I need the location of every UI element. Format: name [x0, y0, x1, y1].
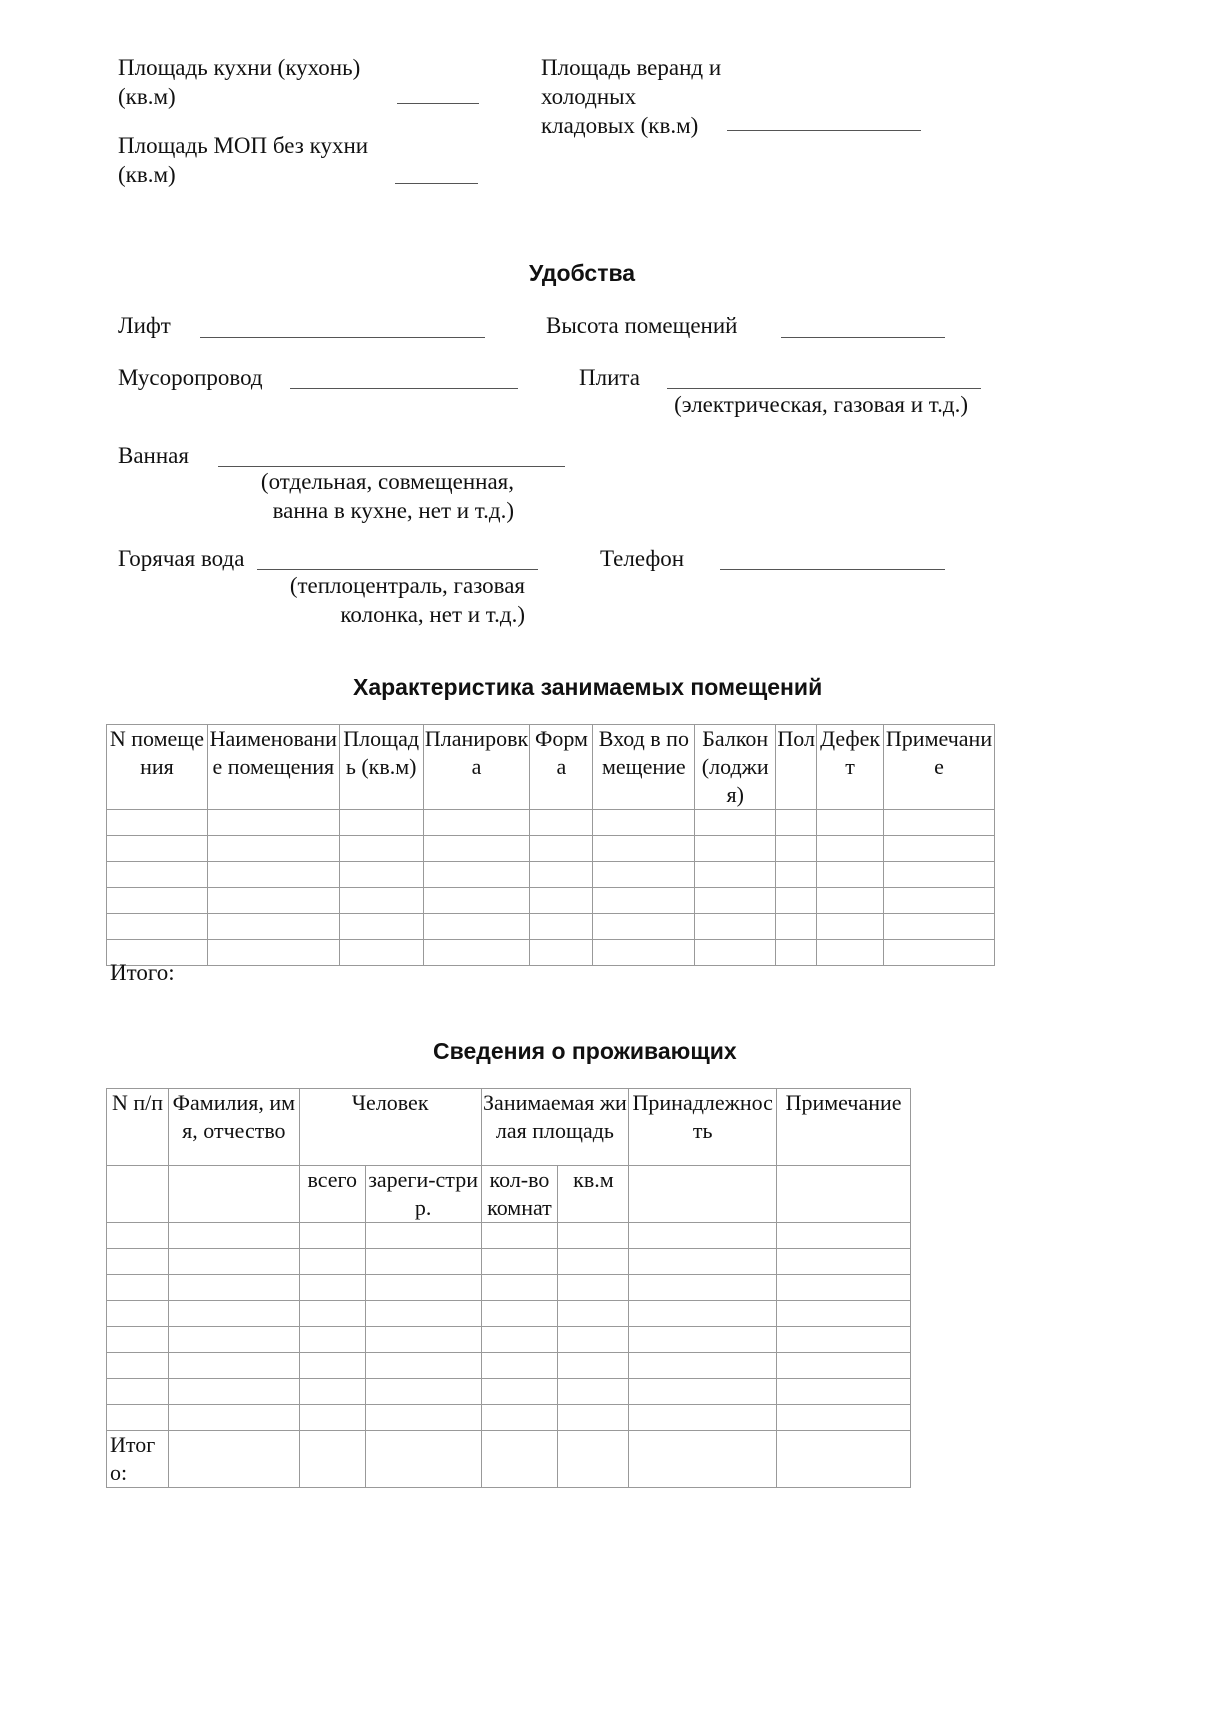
rooms-total-label: Итого:	[110, 960, 175, 985]
table-cell[interactable]	[884, 888, 995, 914]
table-cell[interactable]	[299, 1327, 365, 1353]
residents-header-area: Занимаемая жилая площадь	[481, 1089, 629, 1166]
table-cell[interactable]	[365, 1379, 481, 1405]
table-cell[interactable]	[168, 1405, 299, 1431]
table-cell[interactable]	[107, 1166, 169, 1223]
table-cell[interactable]	[817, 862, 884, 888]
table-cell[interactable]	[817, 888, 884, 914]
table-row	[107, 1405, 911, 1431]
table-cell[interactable]	[695, 888, 776, 914]
table-cell[interactable]	[558, 1275, 629, 1301]
table-cell[interactable]	[530, 940, 593, 966]
table-cell[interactable]	[339, 862, 423, 888]
table-cell[interactable]	[777, 1327, 911, 1353]
rooms-header-cell: Дефект	[817, 725, 884, 810]
table-cell[interactable]	[530, 836, 593, 862]
rooms-header-cell: Форма	[530, 725, 593, 810]
rooms-header-cell: Наименование помещения	[207, 725, 339, 810]
table-cell[interactable]	[558, 1301, 629, 1327]
table-cell[interactable]	[107, 1353, 169, 1379]
table-cell[interactable]	[530, 862, 593, 888]
table-cell[interactable]	[777, 1379, 911, 1405]
table-cell[interactable]	[168, 1249, 299, 1275]
table-cell[interactable]	[817, 836, 884, 862]
table-cell[interactable]	[777, 1275, 911, 1301]
table-cell[interactable]	[558, 1353, 629, 1379]
bath-label: Ванная	[118, 443, 189, 468]
table-cell[interactable]	[299, 1249, 365, 1275]
stove-note: (электрическая, газовая и т.д.)	[674, 392, 968, 417]
table-row	[107, 810, 995, 836]
table-cell[interactable]	[695, 810, 776, 836]
table-cell[interactable]	[481, 1353, 558, 1379]
table-cell[interactable]	[629, 1275, 777, 1301]
residents-header-belong: Принадлежность	[629, 1089, 777, 1166]
table-cell[interactable]	[299, 1223, 365, 1249]
table-cell[interactable]	[481, 1223, 558, 1249]
table-cell[interactable]	[629, 1405, 777, 1431]
table-cell[interactable]	[777, 1431, 911, 1488]
table-row	[107, 1275, 911, 1301]
table-cell[interactable]	[365, 1353, 481, 1379]
table-cell[interactable]	[339, 914, 423, 940]
table-cell[interactable]	[423, 862, 530, 888]
table-cell[interactable]	[884, 810, 995, 836]
rooms-title: Характеристика занимаемых помещений	[353, 674, 823, 700]
table-cell[interactable]	[107, 1405, 169, 1431]
table-cell[interactable]	[481, 1327, 558, 1353]
table-row	[107, 914, 995, 940]
table-cell[interactable]	[168, 1301, 299, 1327]
table-cell[interactable]	[107, 1249, 169, 1275]
table-cell[interactable]	[107, 1275, 169, 1301]
table-cell[interactable]	[593, 836, 695, 862]
table-cell[interactable]	[817, 940, 884, 966]
table-cell[interactable]	[107, 888, 208, 914]
table-cell[interactable]	[365, 1249, 481, 1275]
table-cell[interactable]	[530, 810, 593, 836]
table-cell[interactable]	[107, 810, 208, 836]
rooms-header-row	[107, 725, 995, 810]
rooms-header-cell: Планировка	[423, 725, 530, 810]
table-row	[107, 1353, 911, 1379]
table-cell[interactable]	[884, 914, 995, 940]
table-cell[interactable]	[593, 810, 695, 836]
table-cell[interactable]	[107, 914, 208, 940]
table-cell[interactable]	[207, 940, 339, 966]
table-cell[interactable]	[299, 1379, 365, 1405]
table-cell[interactable]	[207, 914, 339, 940]
residents-sub-registered: зареги-стрир.	[365, 1166, 481, 1223]
residents-sub-total: всего	[299, 1166, 365, 1223]
common-area-input[interactable]	[395, 183, 478, 184]
table-row	[107, 862, 995, 888]
rooms-header-cell: Балкон (лоджия)	[695, 725, 776, 810]
table-cell[interactable]	[481, 1405, 558, 1431]
chute-input[interactable]	[290, 388, 518, 389]
table-cell[interactable]	[423, 810, 530, 836]
table-cell[interactable]	[629, 1223, 777, 1249]
room-height-input[interactable]	[781, 337, 945, 338]
lift-label: Лифт	[118, 313, 171, 338]
table-cell[interactable]	[207, 862, 339, 888]
table-cell[interactable]	[168, 1431, 299, 1488]
amenities-title: Удобства	[529, 260, 636, 286]
residents-subheader-row	[107, 1166, 911, 1223]
stove-input[interactable]	[667, 388, 981, 389]
veranda-area-label: Площадь веранд и холодных кладовых (кв.м)	[541, 55, 722, 138]
table-cell[interactable]	[207, 836, 339, 862]
table-cell[interactable]	[339, 836, 423, 862]
table-cell[interactable]	[558, 1379, 629, 1405]
table-cell[interactable]	[481, 1431, 558, 1488]
table-cell[interactable]	[107, 1379, 169, 1405]
table-cell[interactable]	[530, 888, 593, 914]
table-cell[interactable]	[481, 1275, 558, 1301]
table-cell[interactable]	[776, 888, 817, 914]
table-cell[interactable]	[629, 1431, 777, 1488]
residents-sub-rooms: кол-во комнат	[481, 1166, 558, 1223]
table-cell[interactable]	[777, 1223, 911, 1249]
phone-label: Телефон	[600, 546, 685, 571]
table-cell[interactable]	[558, 1249, 629, 1275]
table-cell[interactable]	[629, 1353, 777, 1379]
table-cell[interactable]	[207, 810, 339, 836]
table-cell[interactable]	[423, 914, 530, 940]
rooms-header-cell: Примечание	[884, 725, 995, 810]
table-cell[interactable]	[299, 1431, 365, 1488]
table-cell[interactable]	[365, 1405, 481, 1431]
table-cell[interactable]	[558, 1223, 629, 1249]
table-cell[interactable]	[817, 914, 884, 940]
table-cell[interactable]	[817, 810, 884, 836]
table-cell[interactable]	[207, 888, 339, 914]
rooms-header-cell: Вход в помещение	[593, 725, 695, 810]
table-cell[interactable]	[423, 836, 530, 862]
table-row	[107, 836, 995, 862]
phone-input[interactable]	[720, 569, 945, 570]
table-cell[interactable]	[107, 1327, 169, 1353]
residents-sub-sqm: кв.м	[558, 1166, 629, 1223]
table-cell[interactable]	[558, 1327, 629, 1353]
table-cell[interactable]	[695, 914, 776, 940]
residents-total-label: Итого:	[107, 1431, 169, 1488]
table-cell[interactable]	[481, 1379, 558, 1405]
table-cell[interactable]	[168, 1223, 299, 1249]
table-cell[interactable]	[593, 862, 695, 888]
table-cell[interactable]	[365, 1223, 481, 1249]
table-cell[interactable]	[629, 1301, 777, 1327]
table-cell[interactable]	[168, 1353, 299, 1379]
table-cell[interactable]	[884, 940, 995, 966]
table-cell[interactable]	[777, 1301, 911, 1327]
table-cell[interactable]	[777, 1249, 911, 1275]
residents-header-note: Примечание	[777, 1089, 911, 1166]
table-cell[interactable]	[629, 1249, 777, 1275]
table-cell[interactable]	[777, 1353, 911, 1379]
hot-water-input[interactable]	[257, 569, 538, 570]
room-height-label: Высота помещений	[546, 313, 738, 338]
table-cell[interactable]	[776, 810, 817, 836]
table-cell[interactable]	[777, 1166, 911, 1223]
table-cell[interactable]	[168, 1275, 299, 1301]
rooms-header-cell: N помещения	[107, 725, 208, 810]
table-cell[interactable]	[339, 810, 423, 836]
table-cell[interactable]	[299, 1275, 365, 1301]
table-cell[interactable]	[107, 836, 208, 862]
table-cell[interactable]	[339, 940, 423, 966]
table-cell[interactable]	[593, 888, 695, 914]
table-cell[interactable]	[423, 940, 530, 966]
table-cell[interactable]	[481, 1301, 558, 1327]
residents-header-people: Человек	[299, 1089, 481, 1166]
table-row	[107, 888, 995, 914]
table-cell[interactable]	[629, 1327, 777, 1353]
table-cell[interactable]	[558, 1405, 629, 1431]
residents-header-name: Фамилия, имя, отчество	[168, 1089, 299, 1166]
table-cell[interactable]	[593, 940, 695, 966]
table-cell[interactable]	[558, 1431, 629, 1488]
residents-header-row	[107, 1089, 911, 1166]
table-cell[interactable]	[695, 862, 776, 888]
table-cell[interactable]	[168, 1379, 299, 1405]
table-cell[interactable]	[776, 862, 817, 888]
table-cell[interactable]	[776, 836, 817, 862]
residents-total-row	[107, 1431, 911, 1488]
table-cell[interactable]	[481, 1249, 558, 1275]
chute-label: Мусоропровод	[118, 365, 263, 390]
common-area-label: Площадь МОП без кухни (кв.м)	[118, 133, 369, 187]
table-cell[interactable]	[299, 1405, 365, 1431]
hot-water-label: Горячая вода	[118, 546, 245, 571]
rooms-header-cell: Пол	[776, 725, 817, 810]
table-row	[107, 940, 995, 966]
kitchen-area-label: Площадь кухни (кухонь) (кв.м)	[118, 55, 361, 109]
table-cell[interactable]	[593, 914, 695, 940]
table-cell[interactable]	[695, 836, 776, 862]
table-row	[107, 1249, 911, 1275]
table-cell[interactable]	[168, 1327, 299, 1353]
table-cell[interactable]	[776, 940, 817, 966]
table-row	[107, 1327, 911, 1353]
table-cell[interactable]	[365, 1431, 481, 1488]
table-cell[interactable]	[776, 914, 817, 940]
kitchen-area-input[interactable]	[397, 103, 479, 104]
table-cell[interactable]	[530, 914, 593, 940]
table-cell[interactable]	[365, 1327, 481, 1353]
residents-table	[106, 1088, 911, 1488]
table-cell[interactable]	[168, 1166, 299, 1223]
table-row	[107, 1223, 911, 1249]
table-cell[interactable]	[777, 1405, 911, 1431]
table-row	[107, 1301, 911, 1327]
table-cell[interactable]	[884, 862, 995, 888]
table-cell[interactable]	[423, 888, 530, 914]
hot-water-note: (теплоцентраль, газовая колонка, нет и т.д.)	[289, 573, 525, 627]
table-cell[interactable]	[299, 1301, 365, 1327]
stove-label: Плита	[579, 365, 640, 390]
table-cell[interactable]	[299, 1353, 365, 1379]
rooms-table	[106, 724, 995, 966]
table-cell[interactable]	[365, 1275, 481, 1301]
table-row	[107, 1379, 911, 1405]
table-cell[interactable]	[365, 1301, 481, 1327]
lift-input[interactable]	[200, 337, 485, 338]
rooms-header-cell: Площадь (кв.м)	[339, 725, 423, 810]
table-cell[interactable]	[107, 1301, 169, 1327]
bath-note: (отдельная, совмещенная, ванна в кухне, нет и т.д.)	[260, 469, 514, 523]
table-cell[interactable]	[339, 888, 423, 914]
residents-title: Сведения о проживающих	[433, 1038, 737, 1064]
table-cell[interactable]	[629, 1379, 777, 1405]
table-cell[interactable]	[107, 1223, 169, 1249]
residents-header-num: N п/п	[107, 1089, 169, 1166]
table-cell[interactable]	[107, 862, 208, 888]
veranda-area-input[interactable]	[727, 130, 921, 131]
table-cell[interactable]	[629, 1166, 777, 1223]
table-cell[interactable]	[884, 836, 995, 862]
table-cell[interactable]	[695, 940, 776, 966]
